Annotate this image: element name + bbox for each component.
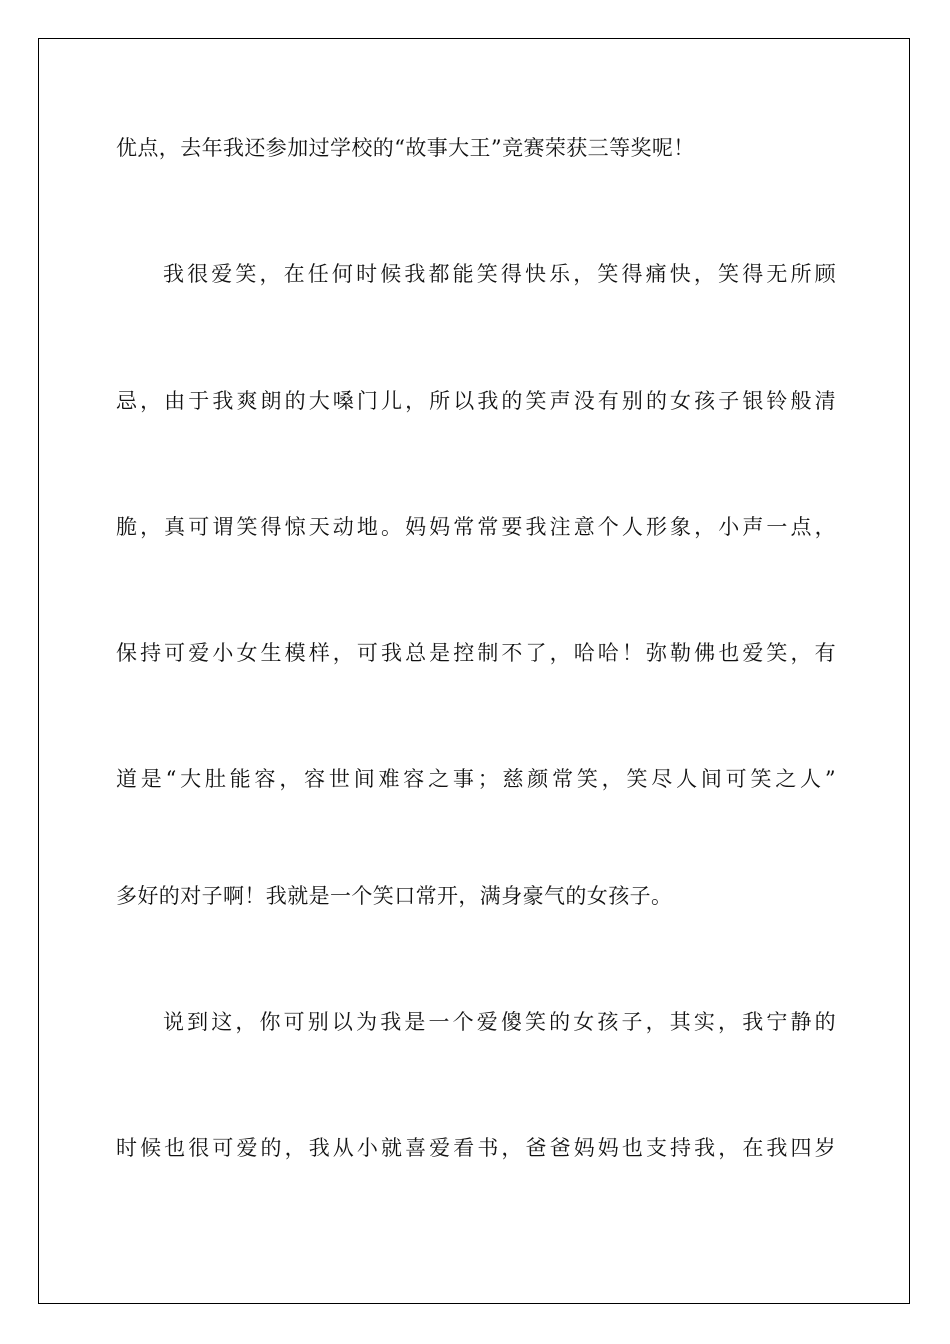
paragraph-2-line-2: 忌，由于我爽朗的大嗓门儿，所以我的笑声没有别的女孩子银铃般清 — [116, 389, 836, 413]
paragraph-2-line-4: 保持可爱小女生模样，可我总是控制不了，哈哈！弥勒佛也爱笑，有 — [116, 641, 836, 665]
text-line-1: 优点，去年我还参加过学校的“故事大王”竞赛荣获三等奖呢！ — [116, 136, 695, 160]
paragraph-3-line-2: 时候也很可爱的，我从小就喜爱看书，爸爸妈妈也支持我，在我四岁 — [116, 1136, 836, 1160]
paragraph-2-line-1: 我很爱笑，在任何时候我都能笑得快乐，笑得痛快，笑得无所顾 — [163, 262, 836, 286]
paragraph-2-line-5: 道是“大肚能容，容世间难容之事；慈颜常笑，笑尽人间可笑之人” — [116, 767, 836, 791]
paragraph-2-line-6: 多好的对子啊！我就是一个笑口常开，满身豪气的女孩子。 — [116, 884, 673, 908]
paragraph-2-line-3: 脆，真可谓笑得惊天动地。妈妈常常要我注意个人形象，小声一点， — [116, 515, 836, 539]
paragraph-3-line-1: 说到这，你可别以为我是一个爱傻笑的女孩子，其实，我宁静的 — [163, 1010, 836, 1034]
